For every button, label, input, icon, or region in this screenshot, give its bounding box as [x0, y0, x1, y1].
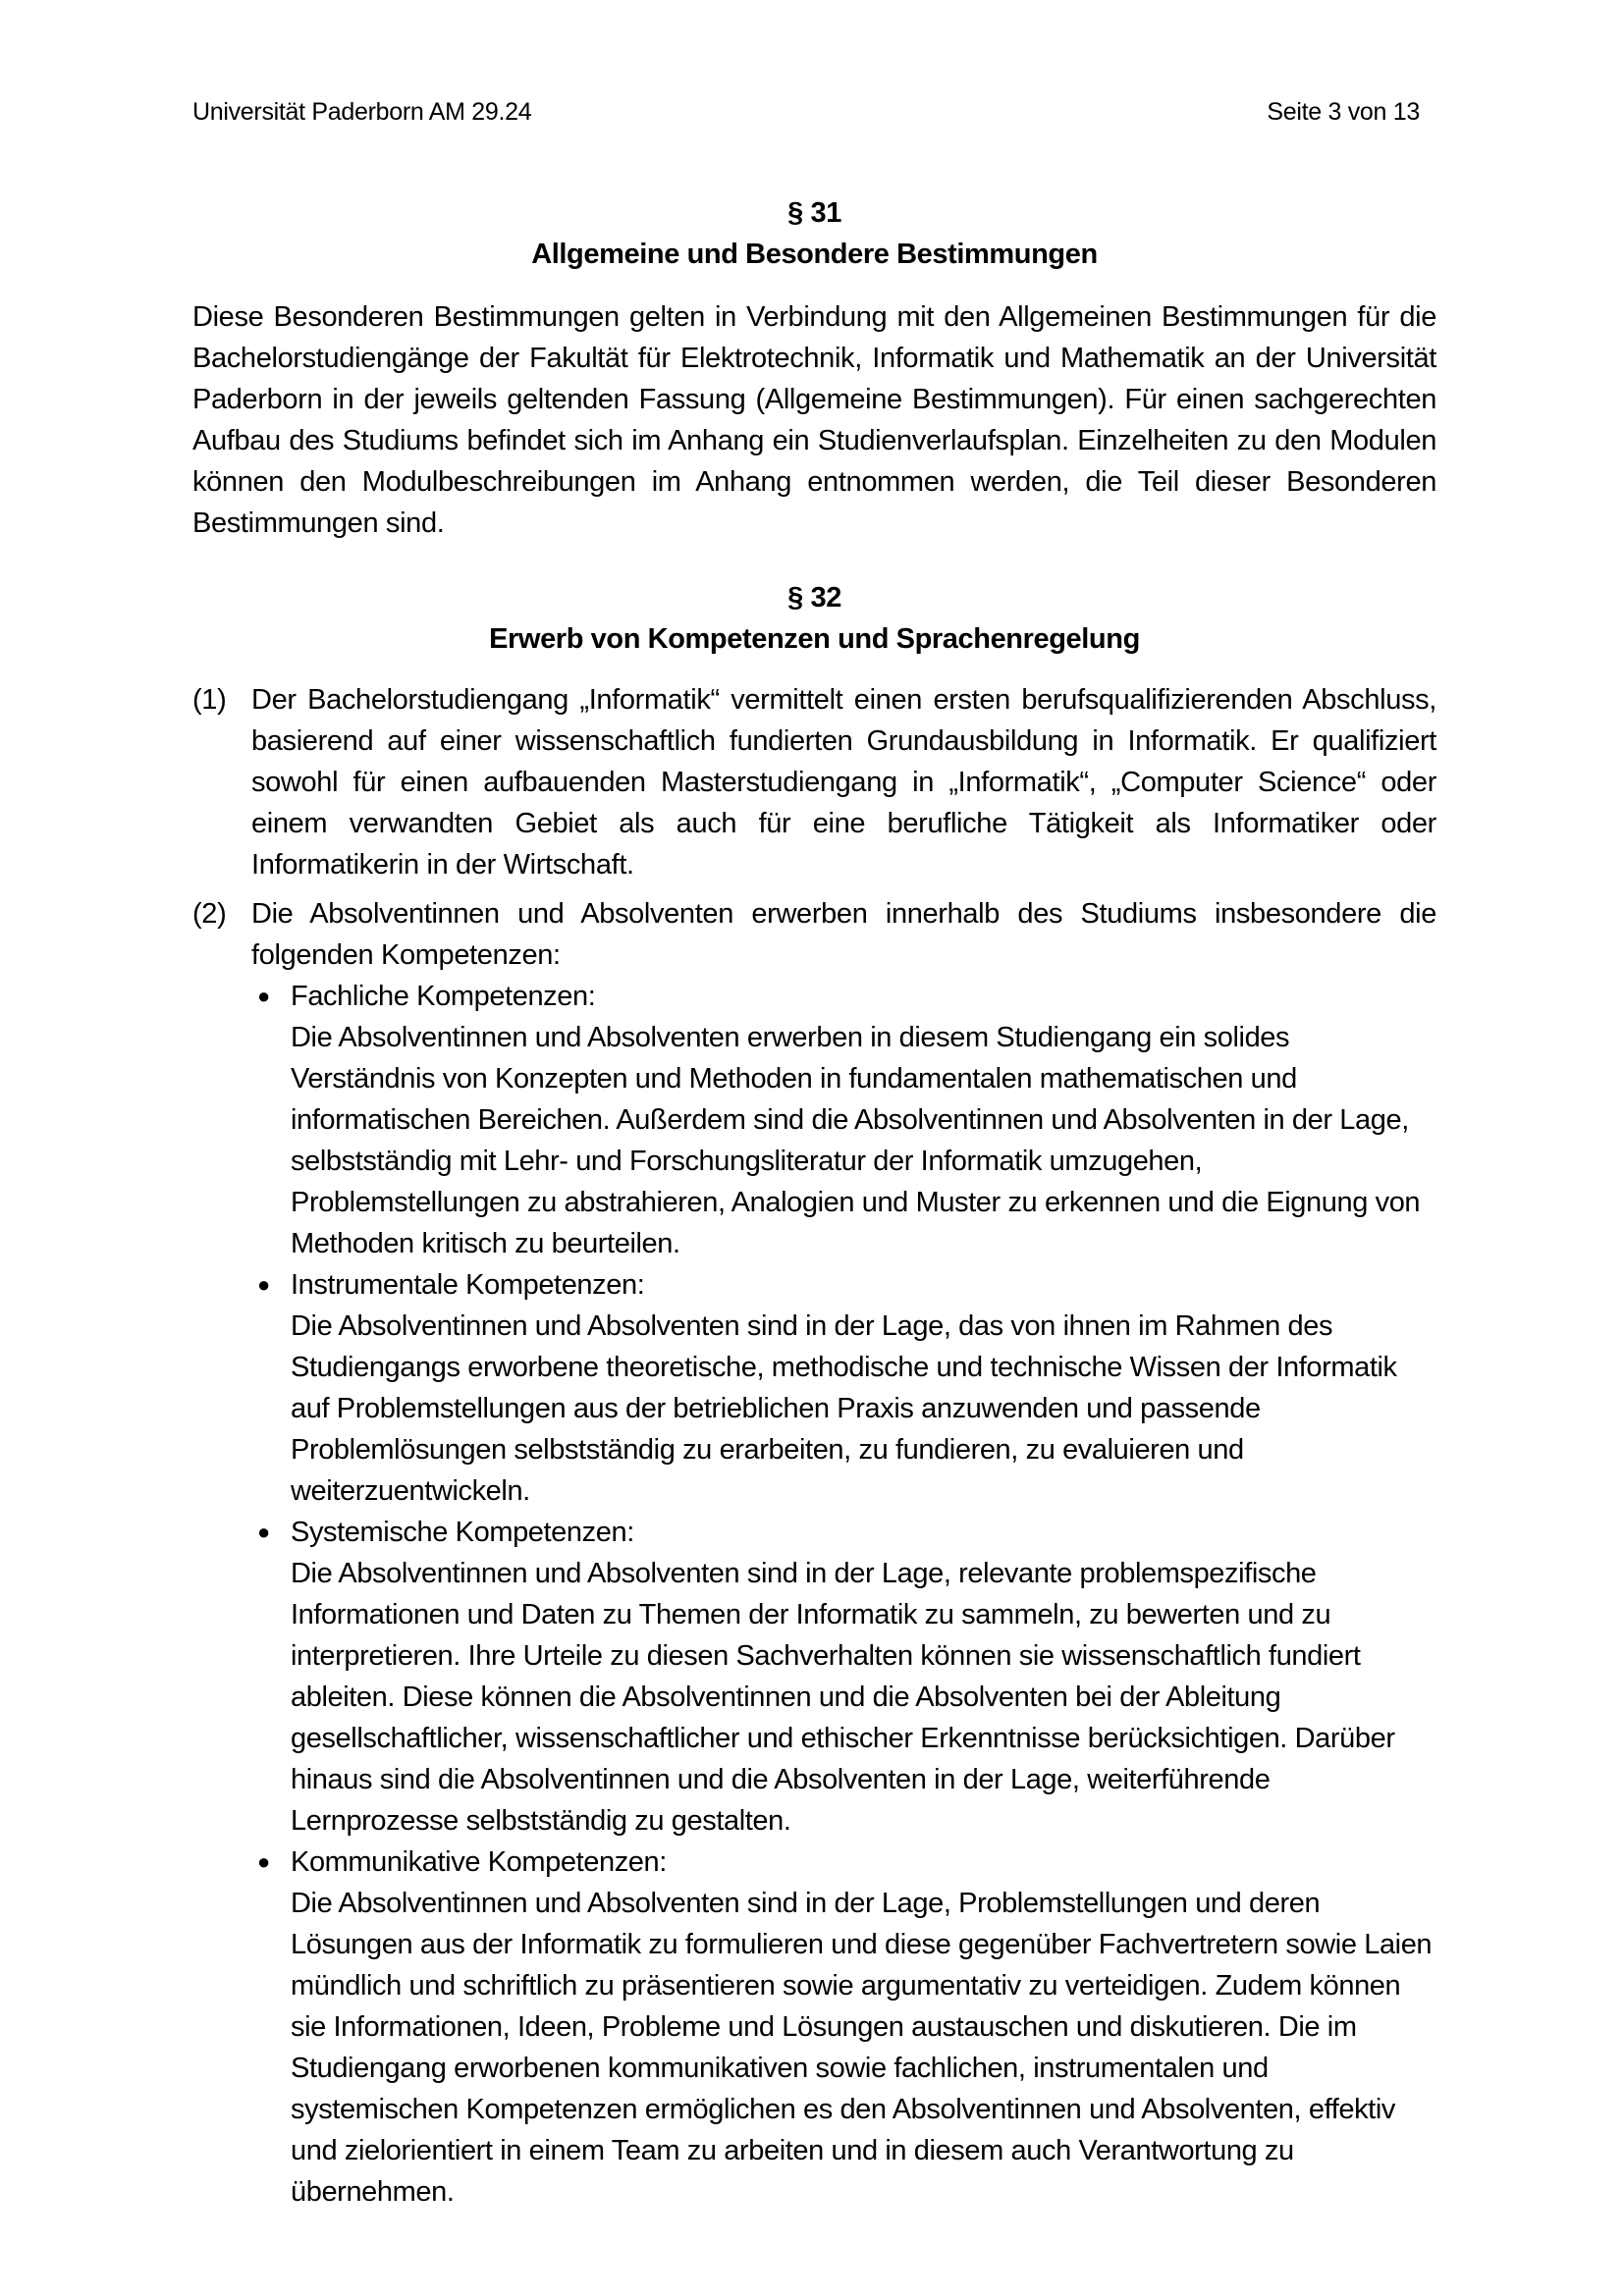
list-item-body — [291, 1842, 1436, 2213]
document-content — [192, 192, 1436, 2213]
section-32-title: Erwerb von Kompetenzen und Sprachenregelung — [489, 623, 1140, 655]
list-item — [251, 1842, 1436, 2213]
paragraph-1-label: (1) — [192, 684, 227, 716]
header-institution: Universität Paderborn AM 29.24 — [192, 98, 532, 126]
section-32-number: § 32 — [787, 582, 841, 614]
list-item — [251, 976, 1436, 1264]
list-item — [251, 1264, 1436, 1512]
list-item-body — [291, 1264, 1436, 1512]
section-31 — [192, 192, 1436, 544]
list-item — [251, 1512, 1436, 1842]
competence-list — [251, 976, 1436, 2213]
list-item-body — [291, 976, 1436, 1264]
list-item-body — [291, 1512, 1436, 1842]
paragraph-2-text: Die Absolventinnen und Absolventen erwerben innerhalb des Studiums insbesondere die folgenden Kompetenzen: — [251, 898, 1436, 971]
bullet-icon: ● — [257, 1520, 270, 1544]
section-32 — [192, 577, 1436, 2213]
paragraph-1-text: Der Bachelorstudiengang „Informatik“ vermittelt einen ersten berufsqualifizierenden Abschluss, basierend auf einer wissenschaftlich fundierten Grundausbildung in Informatik. Er qualifiziert sowohl für einen aufbauenden Masterstudiengang in „Informatik“, „Computer Science“ oder einem verwandten Gebiet als auch für eine berufliche Tätigkeit als Informatiker oder Informatikerin in der Wirtschaft. — [251, 684, 1436, 881]
section-31-title: Allgemeine und Besondere Bestimmungen — [531, 239, 1098, 270]
bullet-icon: ● — [257, 1849, 270, 1874]
list-item-text: Die Absolventinnen und Absolventen sind in der Lage, relevante problemspezifische Informationen und Daten zu Themen der Informatik zu sammeln, zu bewerten und zu interpretieren. Ihre Urteile zu diesen Sachverhalten können sie wissenschaftlich fundiert ableiten. Diese können die Absolventinnen und die Absolventen bei der Ableitung gesellschaftlicher, wissenschaftlicher und ethischer Erkenntnisse berücksichtigen. Darüber hinaus sind die Absolventinnen und die Absolventen in der Lage, weiterführende Lernprozesse selbstständig zu gestalten. — [291, 1558, 1395, 1837]
bullet-icon: ● — [257, 1272, 270, 1297]
header-page-number: Seite 3 von 13 — [1267, 98, 1420, 126]
section-31-number: § 31 — [787, 197, 841, 229]
list-item-title: Fachliche Kompetenzen: — [291, 981, 596, 1012]
bullet-icon: ● — [257, 984, 270, 1008]
section-31-body: Diese Besonderen Bestimmungen gelten in Verbindung mit den Allgemeinen Bestimmungen für die Bachelorstudiengänge der Fakultät für Elektrotechnik, Informatik und Mathematik an der Universität Paderborn in der jeweils geltenden Fassung (Allgemeine Bestimmungen). Für einen sachgerechten Aufbau des Studiums befindet sich im Anhang ein Studienverlaufsplan. Einzelheiten zu den Modulen können den Modulbeschreibungen im Anhang entnommen werden, die Teil dieser Besonderen Bestimmungen sind. — [192, 301, 1436, 539]
list-item-title: Kommunikative Kompetenzen: — [291, 1846, 667, 1878]
list-item-title: Systemische Kompetenzen: — [291, 1517, 634, 1548]
paragraph-2 — [192, 893, 1436, 976]
list-item-text: Die Absolventinnen und Absolventen sind in der Lage, das von ihnen im Rahmen des Studiengangs erworbene theoretische, methodische und technische Wissen der Informatik auf Problemstellungen aus der betrieblichen Praxis anzuwenden und passende Problemlösungen selbstständig zu erarbeiten, zu fundieren, zu evaluieren und weiterzuentwickeln. — [291, 1310, 1397, 1507]
paragraph-1 — [192, 679, 1436, 885]
list-item-text: Die Absolventinnen und Absolventen erwerben in diesem Studiengang ein solides Verständnis von Konzepten und Methoden in fundamentalen mathematischen und informatischen Bereichen. Außerdem sind die Absolventinnen und Absolventen in der Lage, selbstständig mit Lehr- und Forschungsliteratur der Informatik umzugehen, Problemstellungen zu abstrahieren, Analogien und Muster zu erkennen und die Eignung von Methoden kritisch zu beurteilen. — [291, 1022, 1421, 1259]
paragraph-2-label: (2) — [192, 898, 227, 930]
list-item-text: Die Absolventinnen und Absolventen sind in der Lage, Problemstellungen und deren Lösungen aus der Informatik zu formulieren und diese gegenüber Fachvertretern sowie Laien mündlich und schriftlich zu präsentieren sowie argumentativ zu verteidigen. Zudem können sie Informationen, Ideen, Probleme und Lösungen austauschen und diskutieren. Die im Studiengang erworbenen kommunikativen sowie fachlichen, instrumentalen und systemischen Kompetenzen ermöglichen es den Absolventinnen und Absolventen, effektiv und zielorientiert in einem Team zu arbeiten und in diesem auch Verantwortung zu übernehmen. — [291, 1888, 1433, 2208]
list-item-title: Instrumentale Kompetenzen: — [291, 1269, 645, 1301]
